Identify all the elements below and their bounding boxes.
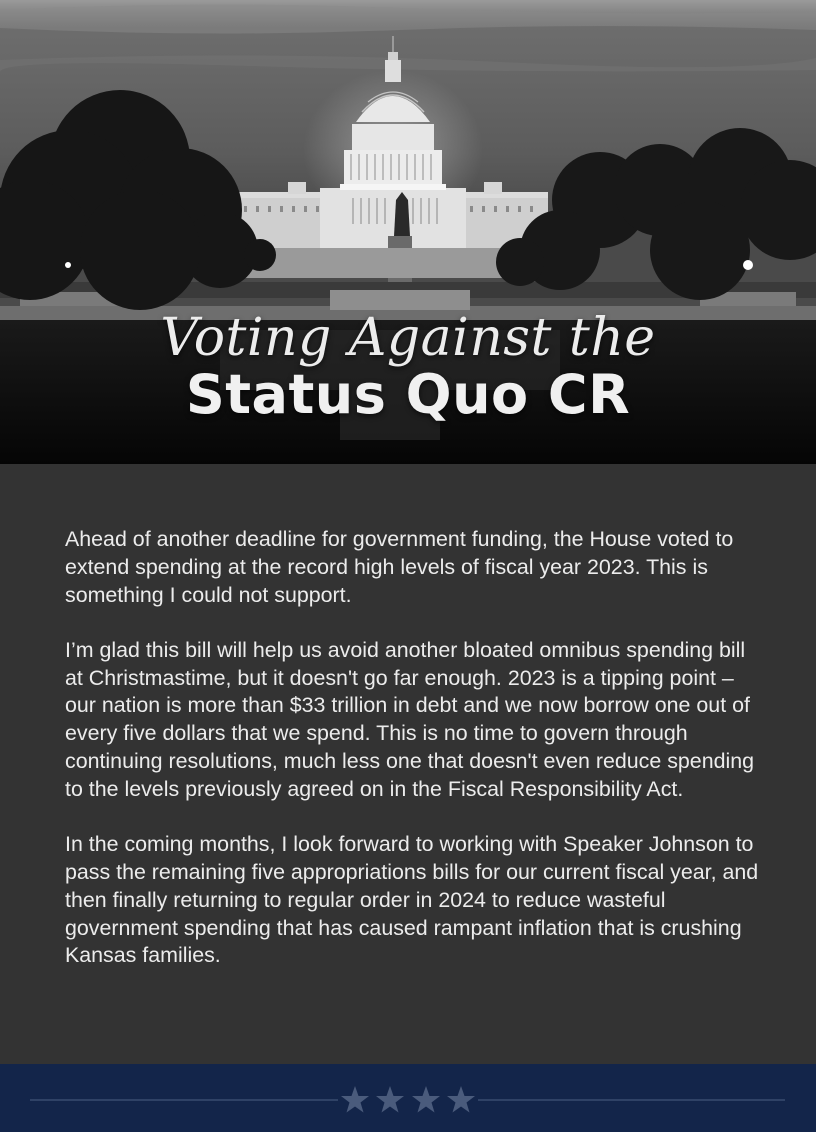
star-icon (411, 1084, 441, 1114)
footer-divider-right (478, 1099, 785, 1101)
paragraph-reasoning: I’m glad this bill will help us avoid another bloated omnibus spending bill at Christmastime, but it doesn't go far enough. 2023 is a tipping point – our nation is more than $33 trillion in debt and we now borrow one out of every five dollars that we spend. This is no time to govern through continuing resolutions, much less one that doesn't even reduce spending to the levels previously agreed on in the Fiscal Responsibility Act. (65, 637, 755, 801)
footer-divider-left (30, 1099, 338, 1101)
star-icon (340, 1084, 370, 1114)
star-row (340, 1084, 476, 1114)
hero-banner (0, 0, 816, 464)
footer-bar (0, 1064, 816, 1132)
star-icon (375, 1084, 405, 1114)
hero-title (0, 308, 816, 424)
paragraph-intro: Ahead of another deadline for government funding, the House voted to extend spending at the record high levels of fiscal year 2023. This is something I could not support. (65, 527, 734, 607)
title-line-1: Voting Against the (160, 308, 656, 368)
paragraph-outlook: In the coming months, I look forward to working with Speaker Johnson to pass the remaining five appropriations bills for our current fiscal year, and then finally returning to regular order in 2024 to reduce wasteful government spending that has caused rampant inflation that is crushing Kansas families. (65, 832, 759, 968)
title-line-2: Status Quo CR (185, 363, 631, 426)
statement-body (65, 526, 765, 998)
star-icon (446, 1084, 476, 1114)
